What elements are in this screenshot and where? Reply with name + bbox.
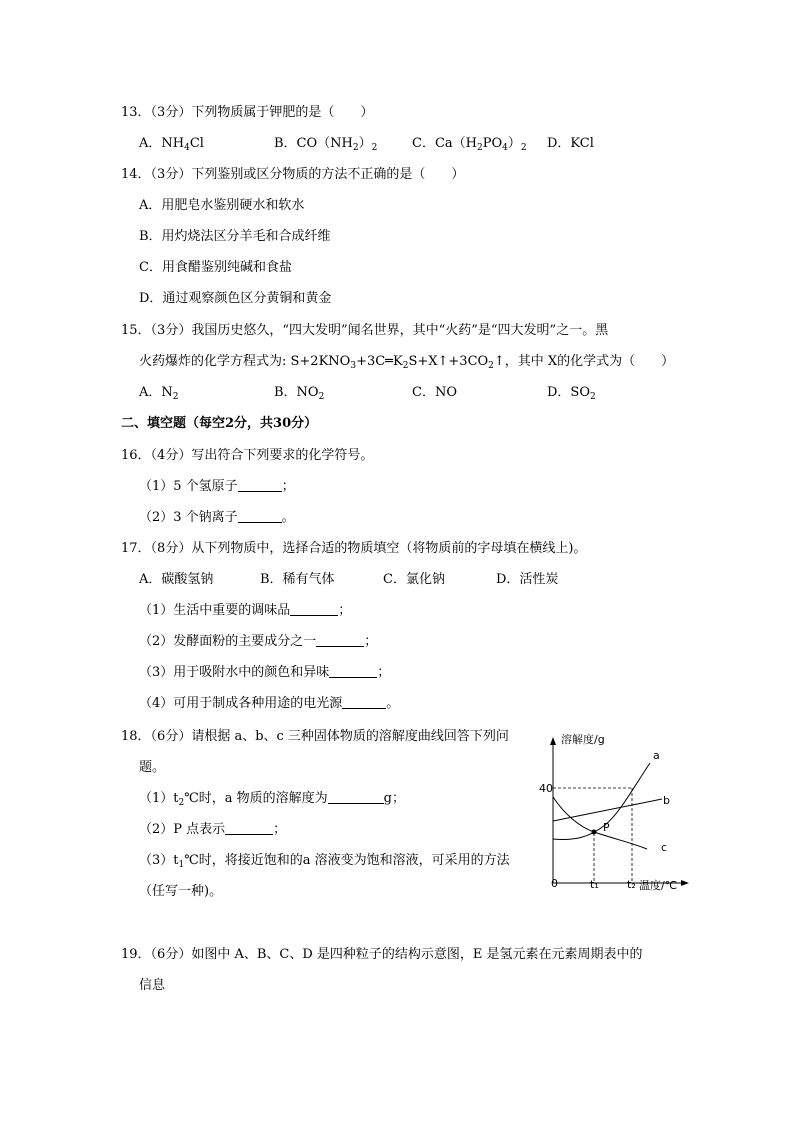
q16-part1: （1）5 个氢原子 ；: [139, 479, 295, 494]
q18-stem-line2: 题。: [139, 760, 166, 775]
origin-label: 0: [551, 877, 558, 890]
x-tick-t1: t₁: [590, 878, 599, 891]
answer-blank[interactable]: [225, 822, 273, 835]
q16-part2: （2）3 个钠离子 。: [139, 510, 295, 525]
y-axis-arrow: [550, 737, 556, 745]
q18-part2: （2）P 点表示 ；: [139, 822, 287, 837]
q17-part1: （1）生活中重要的调味品 ；: [139, 603, 352, 618]
q15-option-d: D．$SO_2$: [547, 385, 596, 402]
q17-option-b: B．稀有气体: [260, 572, 335, 587]
q18-part1: $(1)t_2℃$时，a 物质的溶解度为 g；: [139, 791, 405, 808]
q13-option-c: C．$Ca(H_2PO_4)_2$: [412, 136, 527, 153]
curve-b: [553, 799, 662, 821]
q18-stem-line1: 18．（6分）请根据 a、b、c 三种固体物质的溶解度曲线回答下列问: [121, 729, 509, 744]
answer-blank[interactable]: [238, 479, 282, 492]
q17-option-d: D．活性炭: [496, 572, 559, 587]
q13-stem: 13．（3分）下列物质属于钾肥的是（ ）: [121, 105, 374, 120]
answer-blank[interactable]: [316, 634, 364, 647]
section-heading: 二、填空题（每空2分，共30分）: [121, 416, 318, 431]
x-axis-arrow: [681, 880, 689, 886]
q19-stem-line2: 信息: [139, 978, 166, 993]
answer-blank[interactable]: [290, 603, 338, 616]
q17-option-a: A．碳酸氢钠: [139, 572, 214, 587]
q15-stem-line1: 15．（3分）我国历史悠久，“四大发明”闻名世界，其中“火药”是“四大发明”之一。黑: [121, 323, 609, 338]
q15-option-c: C．NO: [412, 385, 457, 400]
q14-option-c: C．用食醋鉴别纯碱和食盐: [139, 260, 292, 275]
solubility-graph: [535, 725, 695, 895]
q14-option-b: B．用灼烧法区分羊毛和合成纤维: [139, 229, 331, 244]
curve-c-label: c: [661, 841, 668, 854]
q18-part3-cont: （任写一种)。: [139, 884, 223, 899]
q13-option-b: B．$CO(NH_2)_2$: [274, 136, 378, 153]
curve-a: [553, 763, 650, 839]
q17-stem: 17．（8分）从下列物质中，选择合适的物质填空（将物质前的字母填在横线上)。: [121, 541, 587, 556]
x-tick-t2: t₂: [627, 878, 636, 891]
y-axis-label: 溶解度/g: [561, 733, 605, 746]
q14-option-a: A．用肥皂水鉴别硬水和软水: [139, 198, 305, 213]
q18-part3: $(3)t_1℃$时，将接近饱和的a 溶液变为饱和溶液，可采用的方法: [139, 853, 510, 870]
point-p-label: P: [603, 821, 610, 834]
q15-stem-line2: 火药爆炸的化学方程式为: $S+2KNO_3+3C═K_2S+X↑+3CO_2↑$，其中 X的化学式为（ ）: [139, 354, 675, 371]
q15-option-b: B．$NO_2$: [274, 385, 325, 402]
q14-stem: 14．（3分）下列鉴别或区分物质的方法不正确的是（ ）: [121, 167, 465, 182]
curve-a-label: a: [653, 749, 660, 762]
x-axis-label: 温度/℃: [639, 879, 678, 892]
q19-stem-line1: 19．（6分）如图中 A、B、C、D 是四种粒子的结构示意图，E 是氢元素在元素周期表中的: [121, 947, 643, 962]
answer-blank[interactable]: [238, 510, 282, 523]
answer-blank[interactable]: [329, 665, 377, 678]
answer-blank[interactable]: [342, 696, 386, 709]
q16-stem: 16．（4分）写出符合下列要求的化学符号。: [121, 448, 374, 463]
q13-option-a: A．$NH_4Cl$: [139, 136, 204, 153]
q14-option-d: D．通过观察颜色区分黄铜和黄金: [139, 291, 332, 306]
q15-option-a: A．$N_2$: [139, 385, 179, 402]
q17-part2: （2）发酵面粉的主要成分之一 ；: [139, 634, 378, 649]
q17-option-c: C．氯化钠: [383, 572, 445, 587]
answer-blank[interactable]: [328, 791, 384, 804]
curve-b-label: b: [663, 794, 670, 807]
q13-option-d: D．KCl: [547, 136, 594, 151]
point-p: [592, 830, 597, 835]
q17-part4: （4）可用于制成各种用途的电光源 。: [139, 696, 400, 711]
q17-part3: （3）用于吸附水中的颜色和异味 ；: [139, 665, 391, 680]
y-tick-40: 40: [539, 782, 553, 795]
